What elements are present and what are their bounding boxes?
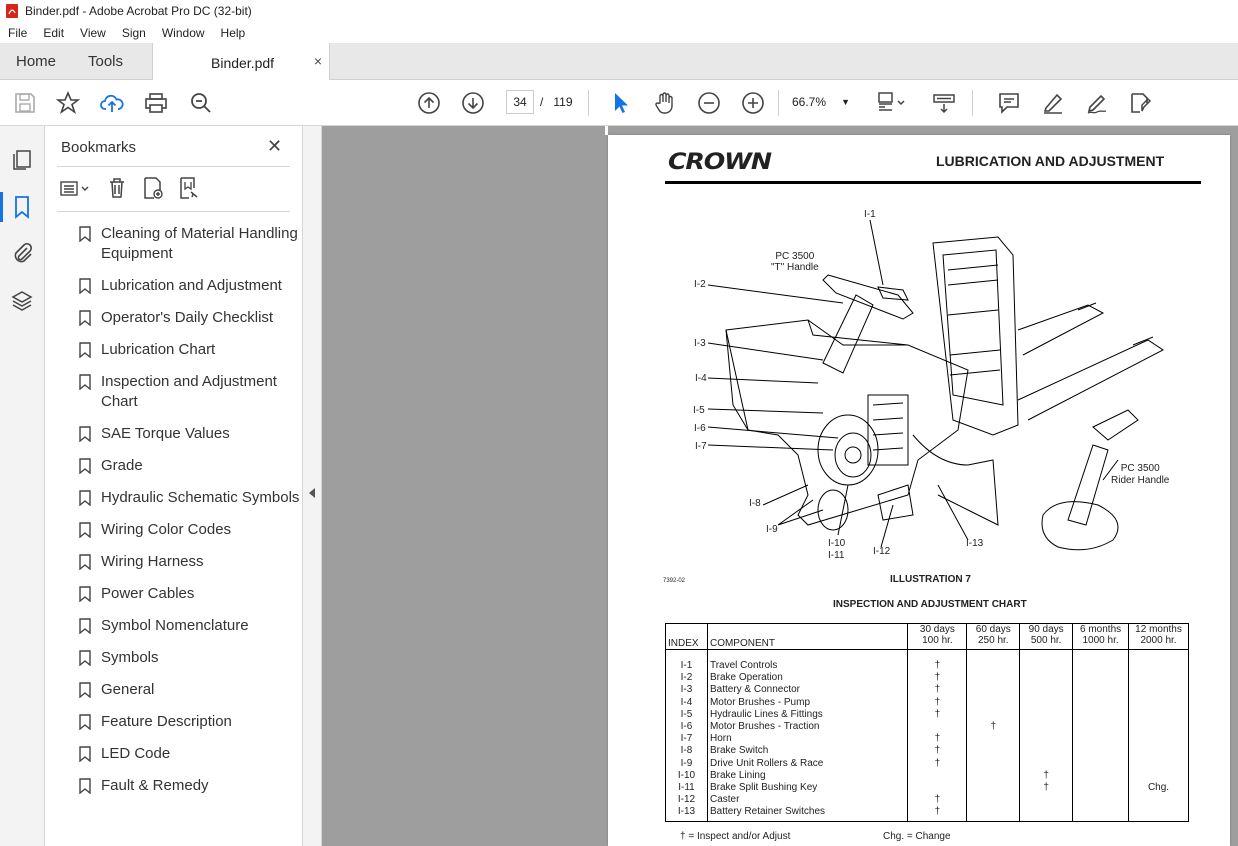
table-cell-mark	[1022, 758, 1070, 770]
tab-document-label: Binder.pdf	[211, 55, 275, 71]
divider	[57, 211, 290, 212]
divider	[57, 166, 290, 167]
page-fit-icon[interactable]	[876, 91, 908, 115]
bookmark-item[interactable]	[45, 616, 303, 636]
table-cell-mark	[1131, 660, 1186, 672]
table-cell-index: I-12	[677, 794, 696, 806]
table-cell-index: I-2	[680, 672, 693, 684]
table-cell-component: Brake Lining	[709, 769, 766, 781]
callout-i4: I-4	[695, 373, 707, 384]
header-interval: 12 months 2000 hr.	[1129, 624, 1189, 650]
select-cursor-icon[interactable]	[609, 91, 633, 115]
bookmark-label: Hydraulic Schematic Symbols	[101, 489, 300, 506]
table-cell-mark	[969, 758, 1017, 770]
table-cell-mark	[1131, 758, 1186, 770]
table-cell-mark: †	[934, 696, 941, 708]
table-cell-mark: Chg.	[1147, 781, 1170, 793]
window-title: Binder.pdf - Adobe Acrobat Pro DC (32-bit)	[25, 4, 252, 18]
table-cell-index: I-10	[677, 769, 696, 781]
title-bar	[0, 0, 1238, 22]
bookmark-label: Grade	[101, 457, 143, 474]
legend-inspect: † = Inspect and/or Adjust	[680, 831, 791, 842]
table-cell-mark	[1131, 806, 1186, 818]
table-cell-mark: †	[934, 745, 941, 757]
page-thumbnails-icon[interactable]	[10, 148, 34, 172]
zoom-out-icon[interactable]	[697, 91, 721, 115]
table-cell-component: Battery Retainer Switches	[709, 806, 826, 818]
panel-splitter[interactable]	[303, 126, 322, 846]
menu-file[interactable]: File	[8, 25, 28, 40]
table-cell-mark	[1075, 782, 1126, 794]
bookmark-icon	[79, 522, 91, 538]
bookmark-label: Power Cables	[101, 585, 195, 602]
table-cell-mark	[1075, 672, 1126, 684]
scroll-mode-icon[interactable]	[932, 91, 956, 115]
table-cell-mark	[910, 721, 964, 733]
toolbar-separator	[778, 90, 779, 116]
interval-column	[908, 650, 967, 822]
bookmark-item[interactable]	[45, 520, 303, 540]
table-cell-index: I-11	[678, 781, 695, 793]
table-cell-mark	[969, 745, 1017, 757]
table-cell-mark	[1022, 672, 1070, 684]
table-cell-mark	[1131, 745, 1186, 757]
bookmark-item[interactable]	[45, 372, 303, 412]
bookmark-item[interactable]	[45, 552, 303, 572]
crown-logo: CROWN	[668, 150, 771, 175]
table-cell-mark	[1075, 745, 1126, 757]
table-cell-component: Travel Controls	[709, 660, 778, 671]
table-cell-mark: †	[1043, 769, 1049, 781]
acrobat-pdf-icon	[5, 4, 19, 18]
table-cell-mark	[1131, 794, 1186, 806]
bookmark-item[interactable]	[45, 776, 303, 796]
chart-title: INSPECTION AND ADJUSTMENT CHART	[833, 599, 1027, 610]
table-cell-mark	[1075, 794, 1126, 806]
bookmark-icon	[79, 310, 91, 326]
header-interval: 60 days 250 hr.	[967, 624, 1020, 650]
callout-i6: I-6	[694, 423, 706, 434]
table-cell-mark	[1131, 770, 1186, 782]
table-cell-mark	[969, 782, 1017, 794]
table-cell-mark	[1022, 733, 1070, 745]
print-icon[interactable]	[144, 91, 168, 115]
table-cell-mark	[969, 806, 1017, 818]
zoom-in-icon[interactable]	[741, 91, 765, 115]
table-cell-mark	[1131, 733, 1186, 745]
table-cell-mark: †	[934, 684, 941, 696]
table-cell-mark	[1075, 733, 1126, 745]
table-cell-mark	[969, 697, 1017, 709]
bookmark-label: Symbol Nomenclature	[101, 617, 249, 634]
header-index: INDEX	[666, 624, 708, 650]
bookmark-list	[45, 224, 303, 808]
index-column	[666, 650, 708, 822]
bookmarks-panel	[45, 126, 303, 846]
tab-document[interactable]	[152, 43, 330, 80]
table-body-row	[666, 650, 1189, 822]
bookmark-label: Lubrication Chart	[101, 341, 216, 358]
tab-bar	[0, 43, 1238, 80]
table-cell-mark	[1022, 794, 1070, 806]
next-page-icon[interactable]	[461, 91, 485, 115]
bookmark-label: Inspection and Adjustment Chart	[101, 373, 277, 410]
bookmark-label: General	[101, 681, 155, 698]
bookmark-icon	[79, 278, 91, 294]
table-cell-index: I-7	[680, 733, 693, 745]
attachments-icon[interactable]	[10, 241, 34, 265]
comment-icon[interactable]	[997, 91, 1021, 115]
table-cell-index: I-1	[680, 660, 693, 671]
bookmark-icon	[79, 490, 91, 506]
menu-sign[interactable]: Sign	[121, 25, 146, 40]
table-cell-mark	[1022, 660, 1070, 672]
callout-i2: I-2	[694, 279, 706, 290]
header-interval: 30 days 100 hr.	[908, 624, 967, 650]
table-cell-mark: †	[934, 794, 941, 806]
table-cell-mark	[1022, 709, 1070, 721]
cloud-upload-icon[interactable]	[100, 91, 124, 115]
table-cell-mark	[1022, 684, 1070, 696]
callout-i1: I-1	[864, 209, 876, 220]
tab-close-icon[interactable]: ×	[313, 53, 322, 69]
table-cell-index: I-8	[680, 745, 693, 757]
bookmarks-title: Bookmarks	[61, 139, 137, 156]
table-cell-mark	[1075, 758, 1126, 770]
component-column	[707, 650, 908, 822]
table-cell-component: Brake Switch	[709, 745, 769, 757]
toolbar-separator	[588, 90, 589, 116]
table-cell-component: Horn	[709, 733, 732, 745]
bookmark-item[interactable]	[45, 488, 303, 508]
page-heading: LUBRICATION AND ADJUSTMENT	[936, 153, 1165, 169]
page-total: / 119	[540, 95, 573, 109]
bookmark-icon	[79, 226, 91, 242]
table-cell-mark	[969, 770, 1017, 782]
bookmark-label: Symbols	[101, 649, 159, 666]
bookmark-item[interactable]	[45, 712, 303, 732]
table-cell-index: I-6	[680, 720, 693, 732]
bookmark-icon	[79, 682, 91, 698]
toolbar-separator	[972, 90, 973, 116]
table-cell-mark: †	[934, 672, 941, 684]
star-icon[interactable]	[56, 91, 80, 115]
previous-page-icon[interactable]	[417, 91, 441, 115]
zoom-level-value: 66.7%	[792, 95, 827, 109]
figure-code: 7392-02	[663, 578, 686, 584]
table-cell-mark: †	[934, 660, 941, 671]
interval-column	[1020, 650, 1073, 822]
tab-tools[interactable]: Tools	[88, 53, 124, 70]
table-cell-mark	[969, 660, 1017, 672]
pallet-truck-illustration	[608, 195, 1230, 575]
navigation-rail	[0, 126, 45, 846]
table-cell-mark	[1075, 806, 1126, 818]
bookmark-icon	[79, 778, 91, 794]
table-cell-mark	[1131, 697, 1186, 709]
table-cell-mark: †	[990, 720, 997, 732]
header-interval: 90 days 500 hr.	[1020, 624, 1073, 650]
callout-i11: I-11	[828, 550, 845, 561]
bookmark-icon	[79, 714, 91, 730]
bookmark-icon	[79, 586, 91, 602]
callout-i12: I-12	[873, 546, 891, 557]
heading-rule	[665, 181, 1201, 184]
collapse-panel-icon[interactable]	[309, 488, 315, 498]
table-cell-mark	[1075, 709, 1126, 721]
table-cell-mark: †	[934, 708, 941, 720]
callout-i3: I-3	[694, 338, 706, 349]
table-cell-mark	[1075, 660, 1126, 672]
fill-sign-icon[interactable]	[1128, 91, 1152, 115]
table-cell-index: I-13	[677, 806, 696, 818]
table-cell-mark	[1075, 770, 1126, 782]
callout-i13: I-13	[966, 538, 984, 549]
header-component: COMPONENT	[707, 624, 908, 650]
table-cell-component: Drive Unit Rollers & Race	[709, 757, 824, 769]
table-cell-component: Battery & Connector	[709, 684, 801, 696]
bookmark-icon	[79, 458, 91, 474]
menu-edit[interactable]: Edit	[43, 25, 65, 40]
callout-i5: I-5	[693, 405, 705, 416]
callout-i7: I-7	[695, 441, 707, 452]
callout-rider-handle: PC 3500 Rider Handle	[1111, 463, 1170, 486]
bookmark-label: Feature Description	[101, 713, 232, 730]
bookmark-label: SAE Torque Values	[101, 425, 230, 442]
bookmark-icon	[79, 554, 91, 570]
menu-help[interactable]: Help	[220, 25, 246, 40]
bookmark-icon	[79, 426, 91, 442]
table-cell-mark	[969, 672, 1017, 684]
bookmark-label: Wiring Harness	[101, 553, 204, 570]
table-cell-mark	[1075, 697, 1126, 709]
table-cell-component: Brake Split Bushing Key	[709, 781, 818, 793]
table-cell-mark	[1131, 672, 1186, 684]
bookmark-icon	[79, 618, 91, 634]
bookmark-label: Wiring Color Codes	[101, 521, 232, 538]
table-cell-mark: †	[934, 757, 941, 769]
table-cell-mark	[910, 782, 964, 794]
table-cell-mark: †	[934, 806, 941, 818]
bookmark-item[interactable]	[45, 680, 303, 700]
save-icon[interactable]	[13, 91, 37, 115]
table-cell-mark	[969, 684, 1017, 696]
bookmark-label: Lubrication and Adjustment	[101, 277, 282, 294]
table-cell-index: I-5	[680, 708, 693, 720]
table-cell-index: I-9	[680, 757, 693, 769]
table-cell-mark	[1022, 806, 1070, 818]
table-cell-mark	[1022, 721, 1070, 733]
table-cell-mark	[1131, 709, 1186, 721]
menu-view[interactable]: View	[80, 25, 106, 40]
callout-i10: I-10	[828, 538, 846, 549]
bookmark-item[interactable]	[45, 648, 303, 668]
close-icon[interactable]: ✕	[267, 136, 283, 156]
table-cell-component: Brake Operation	[709, 672, 783, 684]
table-cell-mark	[1075, 721, 1126, 733]
new-bookmark-from-structure-icon[interactable]	[177, 176, 201, 202]
table-cell-mark: †	[1043, 781, 1049, 793]
interval-column	[1073, 650, 1129, 822]
layers-icon[interactable]	[10, 289, 34, 313]
table-cell-mark	[910, 770, 964, 782]
active-rail-indicator	[0, 192, 3, 222]
bookmark-label: Operator's Daily Checklist	[101, 309, 274, 326]
table-cell-index: I-4	[680, 696, 693, 708]
interval-column	[967, 650, 1020, 822]
bookmark-item[interactable]	[45, 584, 303, 604]
bookmark-label: Fault & Remedy	[101, 777, 209, 794]
inspection-table	[665, 623, 1189, 822]
tab-home[interactable]: Home	[16, 53, 57, 70]
table-cell-component: Motor Brushes - Pump	[709, 696, 811, 708]
new-bookmark-icon[interactable]	[141, 176, 165, 202]
table-cell-component: Caster	[709, 794, 740, 806]
callout-i9: I-9	[766, 524, 778, 535]
header-interval: 6 months 1000 hr.	[1073, 624, 1129, 650]
highlight-pen-icon[interactable]	[1041, 91, 1065, 115]
table-header-row	[666, 624, 1189, 650]
callout-i8: I-8	[749, 498, 761, 509]
bookmark-icon	[79, 374, 91, 390]
table-cell-mark	[1022, 745, 1070, 757]
legend-change: Chg. = Change	[883, 831, 951, 842]
bookmark-icon	[79, 650, 91, 666]
table-cell-mark	[969, 794, 1017, 806]
bookmark-item[interactable]	[45, 456, 303, 476]
table-cell-mark	[1075, 684, 1126, 696]
hand-tool-icon[interactable]	[653, 91, 677, 115]
sign-pen-icon[interactable]	[1085, 91, 1109, 115]
zoom-level-select[interactable]	[784, 90, 856, 114]
table-cell-mark	[969, 733, 1017, 745]
bookmark-label: Cleaning of Material Handling Equipment	[101, 225, 298, 262]
bookmark-item[interactable]	[45, 308, 303, 328]
menu-window[interactable]: Window	[161, 25, 205, 40]
bookmark-item[interactable]	[45, 744, 303, 764]
bookmark-item[interactable]	[45, 224, 303, 264]
bookmark-icon	[79, 746, 91, 762]
bookmark-tools	[59, 176, 201, 202]
table-cell-component: Motor Brushes - Traction	[709, 720, 820, 732]
table-cell-mark	[1131, 684, 1186, 696]
bookmark-icon	[79, 342, 91, 358]
main-toolbar	[0, 80, 1238, 126]
chevron-down-icon: ▼	[841, 97, 850, 107]
table-cell-index: I-3	[680, 684, 693, 696]
zoom-search-icon[interactable]	[189, 91, 213, 115]
bookmark-label: LED Code	[101, 745, 171, 762]
table-cell-mark	[969, 709, 1017, 721]
illustration-caption: ILLUSTRATION 7	[890, 574, 971, 585]
menu-bar	[0, 22, 1238, 43]
previous-page-edge	[605, 126, 608, 135]
callout-t-handle: PC 3500 "T" Handle	[771, 251, 819, 273]
delete-bookmark-icon[interactable]	[105, 176, 129, 202]
bookmark-item[interactable]	[45, 424, 303, 444]
bookmark-item[interactable]	[45, 276, 303, 296]
bookmarks-icon[interactable]	[10, 195, 34, 219]
bookmark-item[interactable]	[45, 340, 303, 360]
bookmark-options-icon[interactable]	[59, 176, 93, 202]
page-number-input[interactable]: 34	[506, 90, 534, 114]
table-cell-component: Hydraulic Lines & Fittings	[709, 708, 823, 720]
table-cell-mark	[1131, 721, 1186, 733]
table-cell-mark: †	[934, 733, 941, 745]
table-cell-mark	[1022, 697, 1070, 709]
interval-column	[1129, 650, 1189, 822]
